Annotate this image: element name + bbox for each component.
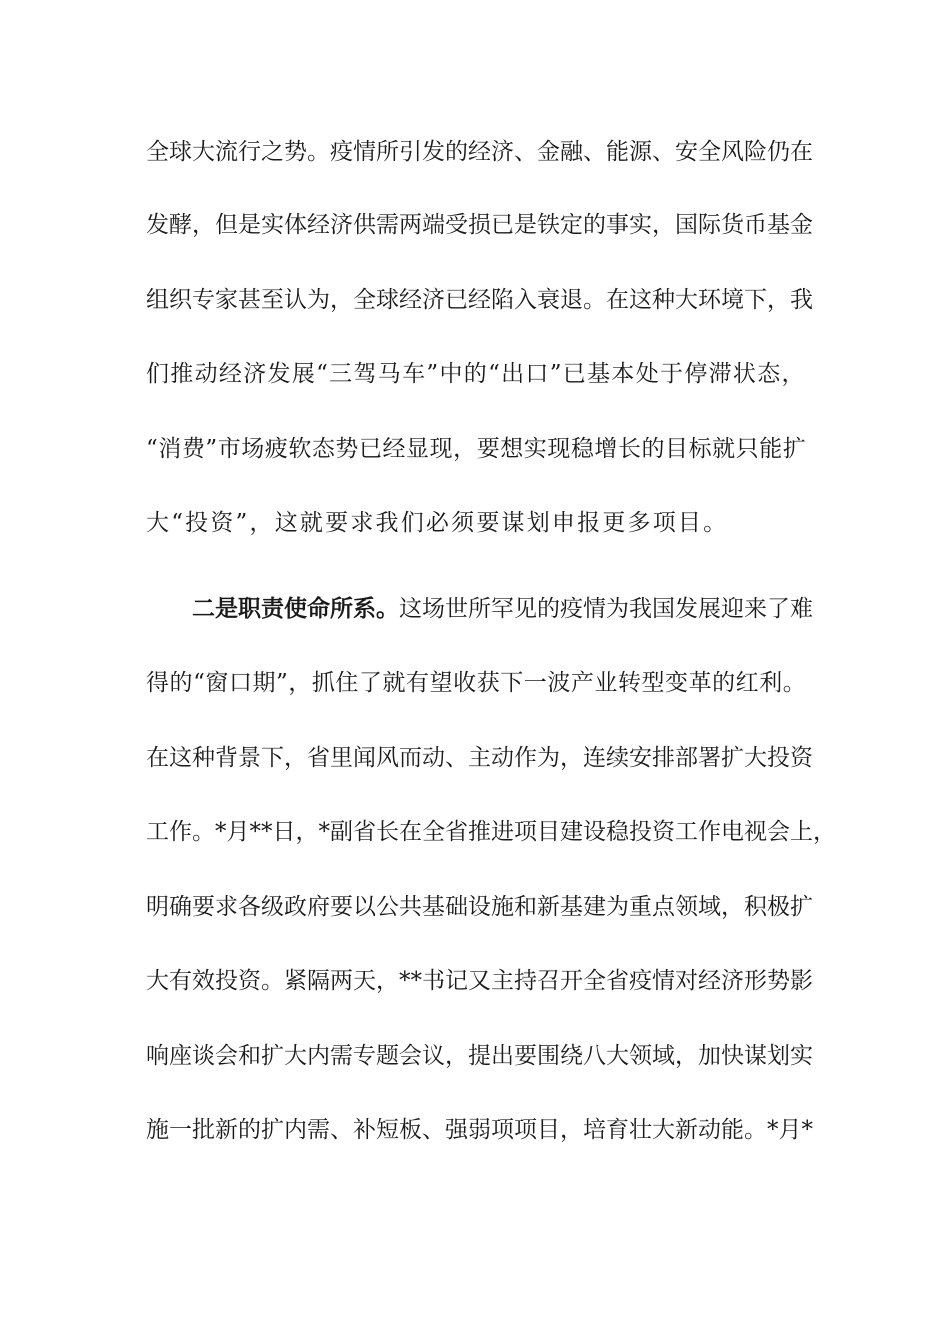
paragraph2-first-line xyxy=(192,594,813,624)
paragraph2-first-line-text: 这场世所罕见的疫情为我国发展迎来了难 xyxy=(399,596,813,622)
paragraph2-line-8: 施一批新的扩内需、补短板、强弱项项目，培育壮大新动能。*月* xyxy=(146,1117,813,1143)
paragraph2-line-3: 在这种背景下，省里闻风而动、主动作为，连续安排部署扩大投资 xyxy=(146,745,813,771)
paragraph2-line-4: 工作。*月**日，*副省长在全省推进项目建设稳投资工作电视会上， xyxy=(146,819,836,845)
paragraph2-line-6: 大有效投资。紧隔两天，**书记又主持召开全省疫情对经济形势影 xyxy=(146,968,813,994)
paragraph1-line-3: 组织专家甚至认为，全球经济已经陷入衰退。在这种大环境下，我 xyxy=(146,287,813,313)
paragraph2-line-7: 响座谈会和扩大内需专题会议，提出要围绕八大领域，加快谋划实 xyxy=(146,1043,813,1069)
paragraph1-line-6: 大“投资”，这就要求我们必须要谋划申报更多项目。 xyxy=(146,510,729,536)
paragraph2-line-2: 得的“窗口期”，抓住了就有望收获下一波产业转型变革的红利。 xyxy=(146,670,807,696)
paragraph1-line-4: 们推动经济发展“三驾马车”中的“出口”已基本处于停滞状态， xyxy=(146,361,806,387)
paragraph2-line-5: 明确要求各级政府要以公共基础设施和新基建为重点领域，积极扩 xyxy=(146,894,813,920)
paragraph1-line-5: “消费”市场疲软态势已经显现，要想实现稳增长的目标就只能扩 xyxy=(146,436,807,462)
paragraph1-line-2: 发酵，但是实体经济供需两端受损已是铁定的事实，国际货币基金 xyxy=(146,212,813,238)
paragraph2-heading: 二是职责使命所系。 xyxy=(192,595,399,622)
paragraph1-line-1: 全球大流行之势。疫情所引发的经济、金融、能源、安全风险仍在 xyxy=(146,139,813,165)
